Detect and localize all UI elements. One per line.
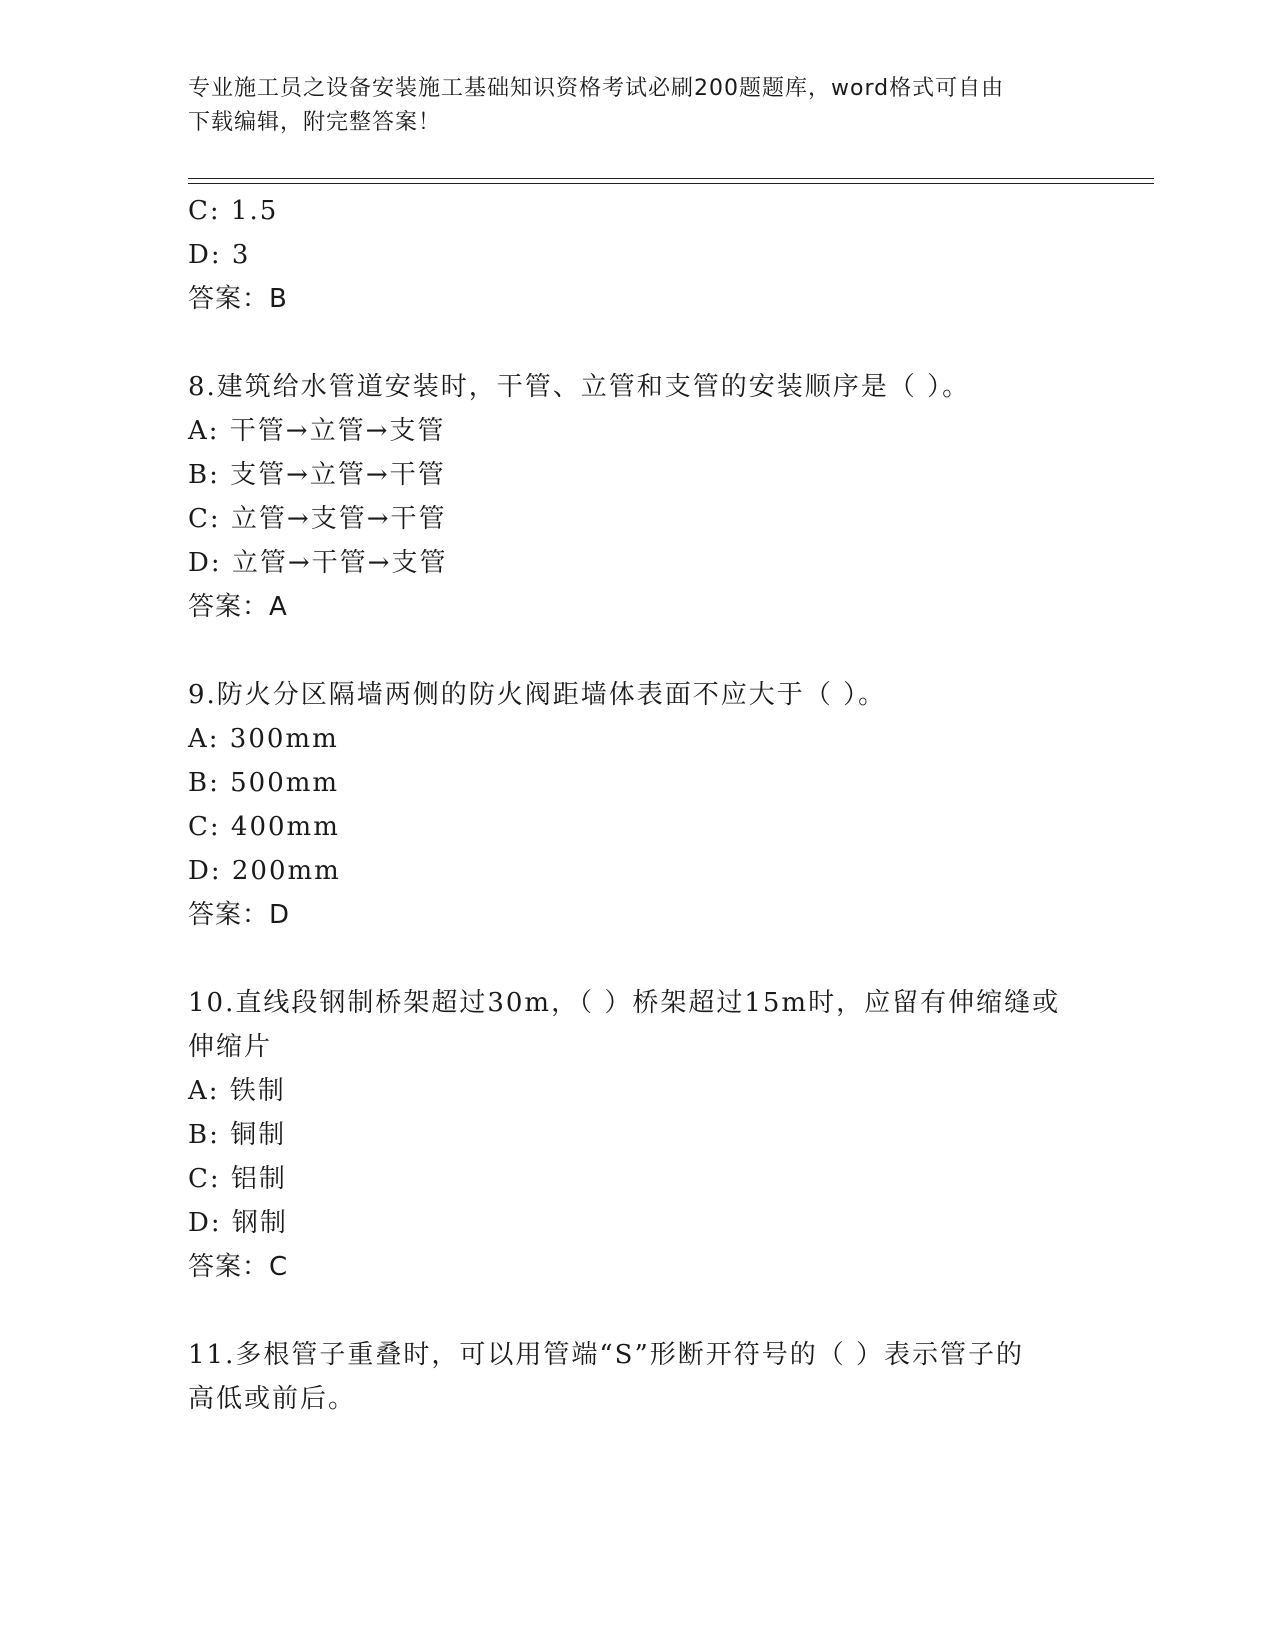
q9-answer: 答案：D [188, 900, 291, 930]
q10-option-d: D: 钢制 [188, 1208, 288, 1238]
q7-option-d: D: 3 [188, 240, 251, 270]
q10-answer: 答案：C [188, 1252, 289, 1282]
q8-stem: 8.建筑给水管道安装时，干管、立管和支管的安装顺序是（ ）。 [188, 372, 971, 402]
q8-answer: 答案：A [188, 592, 288, 622]
q7-answer: 答案：B [188, 284, 288, 314]
header-title-line-1: 专业施工员之设备安装施工基础知识资格考试必刷200题题库，word格式可自由 [188, 76, 1005, 101]
q9-option-b: B: 500mm [188, 768, 340, 798]
q8-option-d: D: 立管→干管→支管 [188, 548, 448, 578]
q10-option-a: A: 铁制 [188, 1076, 286, 1106]
q10-option-c: C: 铝制 [188, 1164, 287, 1194]
q7-option-c: C: 1.5 [188, 196, 279, 226]
q11-stem-line-1: 11.多根管子重叠时，可以用管端“S”形断开符号的（ ）表示管子的 [188, 1340, 1025, 1370]
header-title-line-2: 下载编辑，附完整答案！ [188, 110, 442, 135]
q11-stem-line-2: 高低或前后。 [188, 1384, 357, 1414]
q9-option-d: D: 200mm [188, 856, 341, 886]
q8-option-a: A: 干管→立管→支管 [188, 416, 446, 446]
q9-stem: 9.防火分区隔墙两侧的防火阀距墙体表面不应大于（ ）。 [188, 680, 887, 710]
q8-option-b: B: 支管→立管→干管 [188, 460, 446, 490]
document-header [188, 72, 1068, 140]
q9-option-a: A: 300mm [188, 724, 339, 754]
header-divider-bottom [188, 183, 1154, 184]
q10-stem-line-1: 10.直线段钢制桥架超过30m，（ ）桥架超过15m时，应留有伸缩缝或 [188, 988, 1061, 1018]
q10-stem-line-2: 伸缩片 [188, 1032, 273, 1062]
q8-option-c: C: 立管→支管→干管 [188, 504, 447, 534]
q10-option-b: B: 铜制 [188, 1120, 287, 1150]
header-divider-top [188, 178, 1154, 179]
q9-option-c: C: 400mm [188, 812, 340, 842]
